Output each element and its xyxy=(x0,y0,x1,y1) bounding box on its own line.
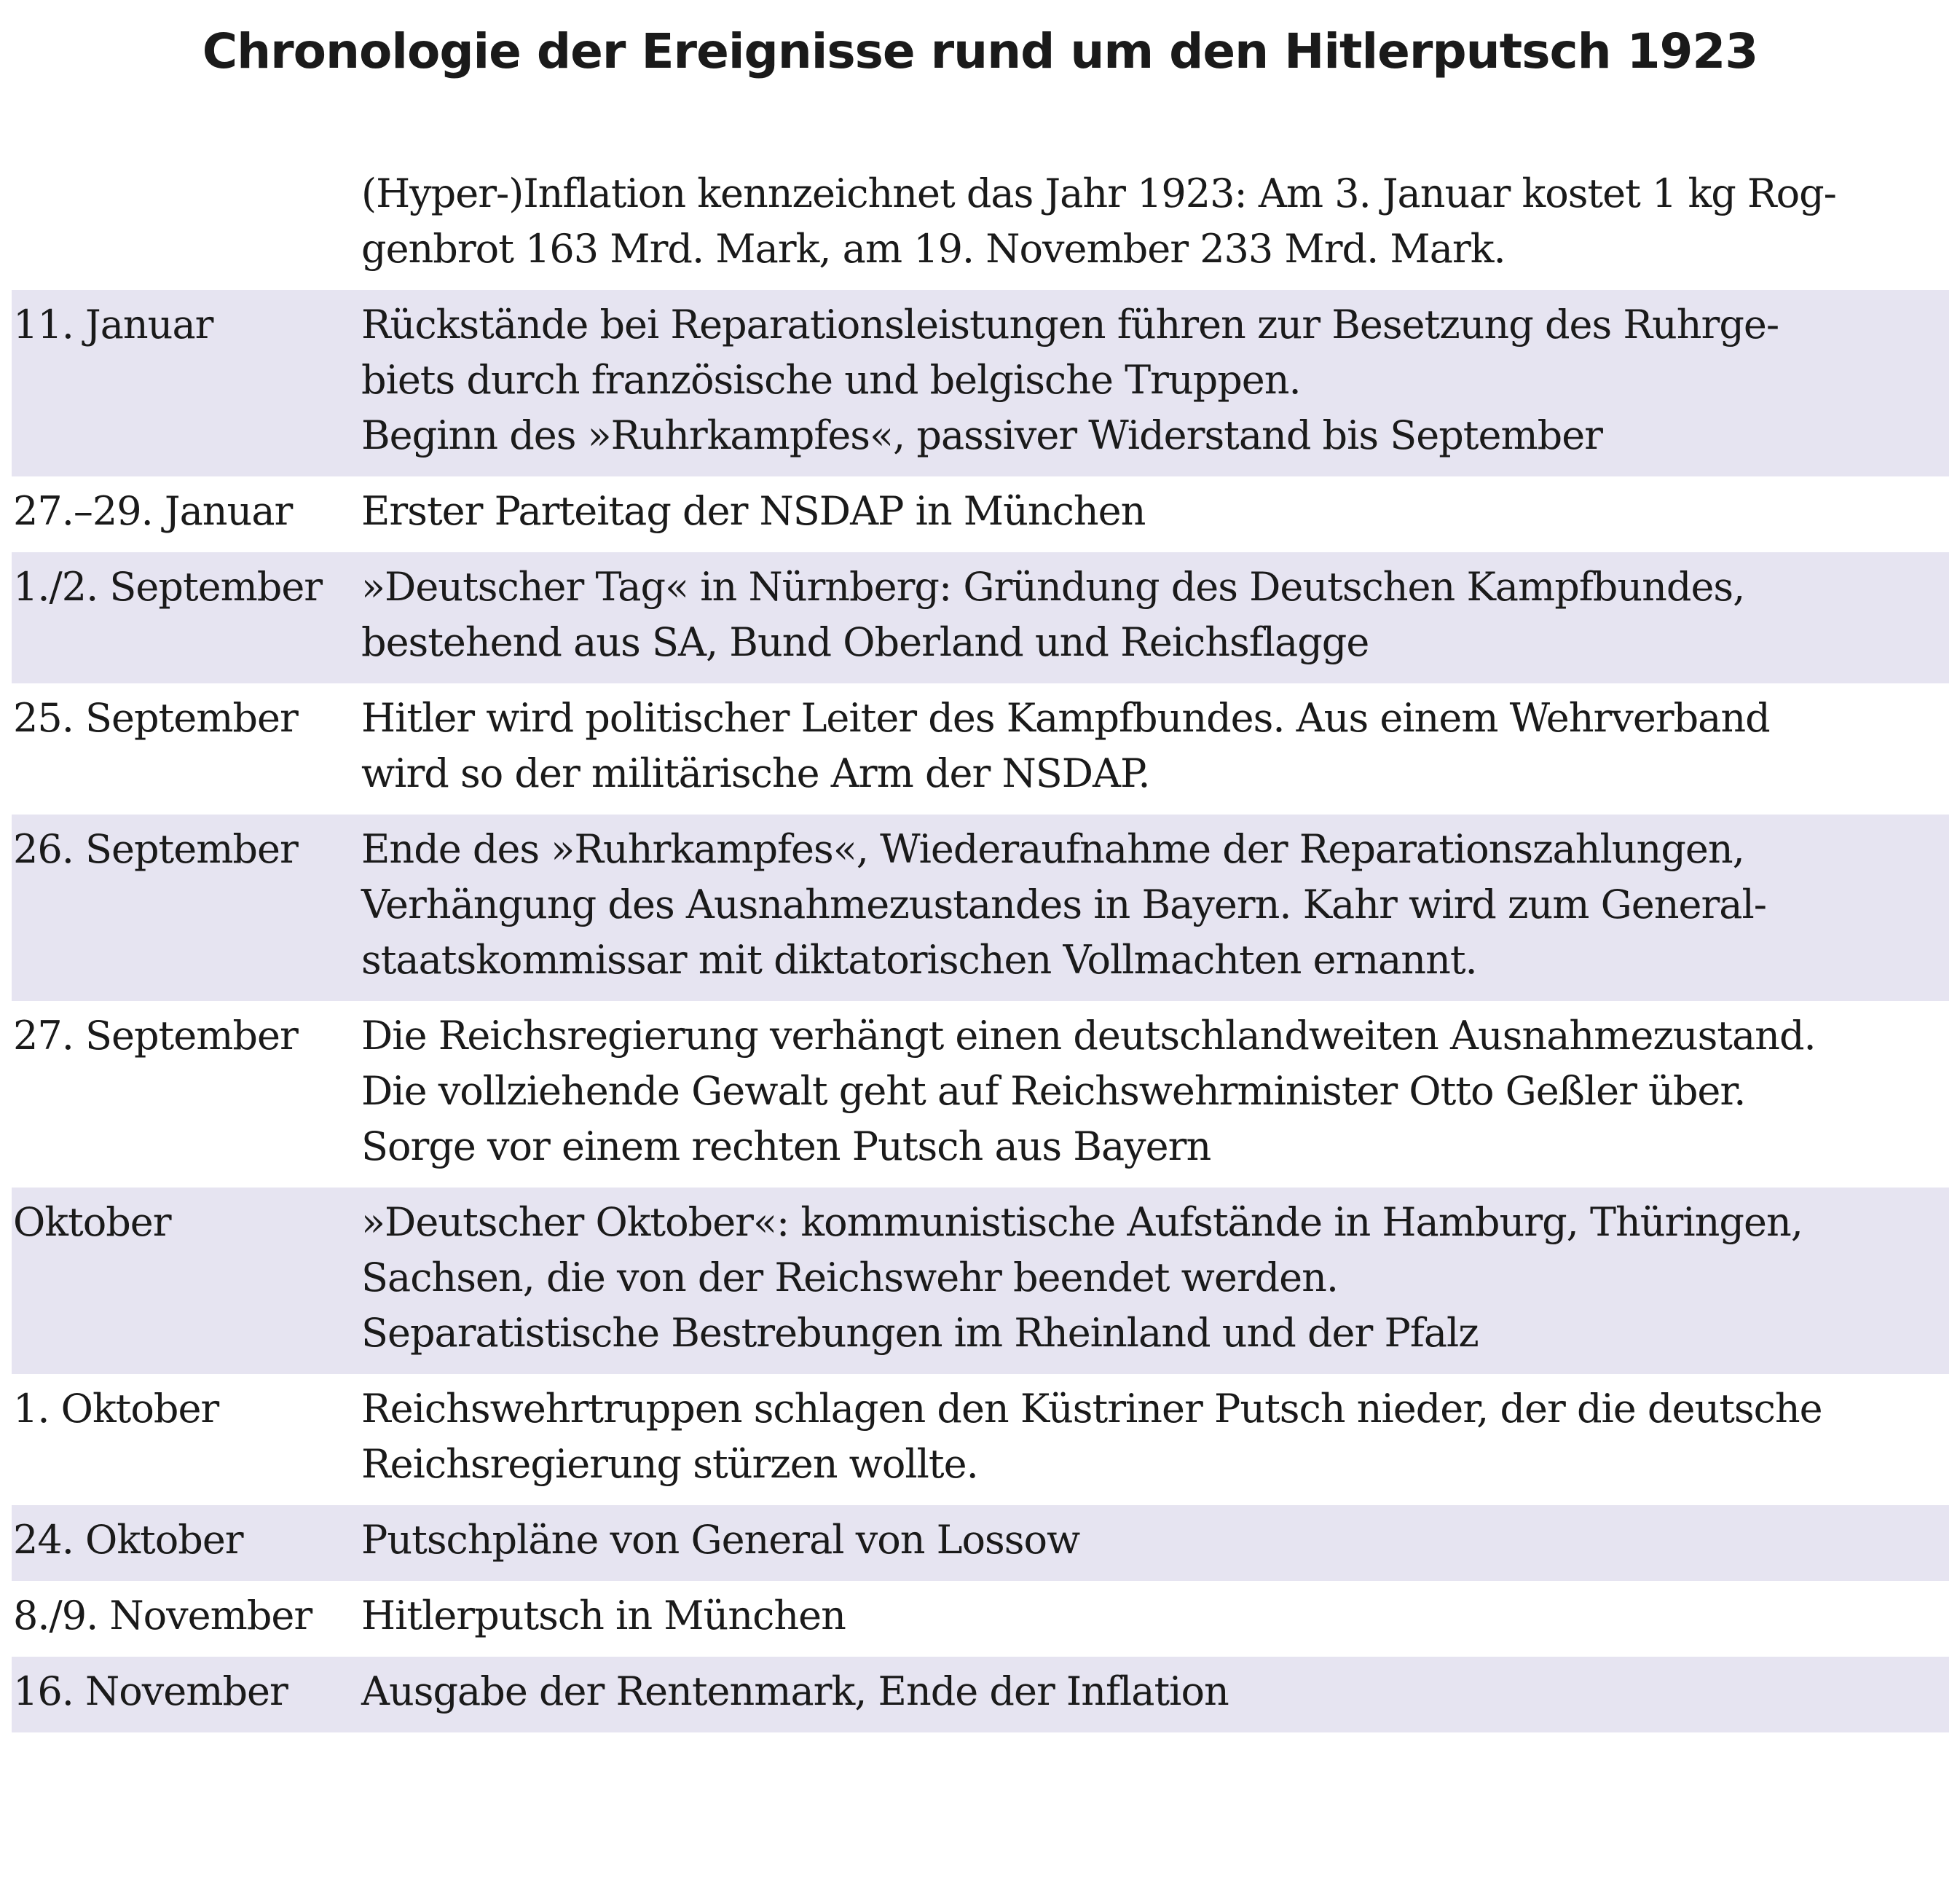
table-row xyxy=(12,552,1949,683)
event-text-line: (Hyper-)Inflation kennzeichnet das Jahr 1923: Am 3. Januar kostet 1 kg Rog- xyxy=(361,170,1836,216)
event-description xyxy=(361,691,1949,801)
event-text-line: »Deutscher Tag« in Nürnberg: Gründung des Deutschen Kampfbundes, xyxy=(361,564,1745,610)
event-text-line: Ende des »Ruhrkampfes«, Wiederaufnahme der Reparationszahlungen, xyxy=(361,826,1744,872)
event-text-line: Rückstände bei Reparationsleistungen führen zur Besetzung des Ruhrge- xyxy=(361,302,1779,348)
event-text-line: Beginn des »Ruhrkampfes«, passiver Widerstand bis September xyxy=(361,412,1602,458)
event-text-line: wird so der militärische Arm der NSDAP. xyxy=(361,750,1150,796)
event-text-line: Reichswehrtruppen schlagen den Küstriner Putsch nieder, der die deutsche xyxy=(361,1386,1822,1432)
event-description xyxy=(361,1195,1949,1361)
event-description xyxy=(361,1008,1949,1174)
event-description xyxy=(361,166,1949,277)
event-date: 1./2. September xyxy=(13,564,323,610)
event-date: 16. November xyxy=(13,1668,288,1714)
event-date: Oktober xyxy=(13,1199,171,1245)
event-description xyxy=(361,1588,1949,1644)
event-date: 11. Januar xyxy=(13,302,213,348)
event-text-line: Putschpläne von General von Lossow xyxy=(361,1517,1080,1563)
event-text-line: »Deutscher Oktober«: kommunistische Aufstände in Hamburg, Thüringen, xyxy=(361,1199,1803,1245)
event-description xyxy=(361,484,1949,539)
event-description xyxy=(361,1512,1949,1568)
event-description xyxy=(361,1381,1949,1492)
event-text-line: Die Reichsregierung verhängt einen deutschlandweiten Ausnahmezustand. xyxy=(361,1013,1816,1059)
event-date: 1. Oktober xyxy=(13,1386,219,1432)
event-text-line: Erster Parteitag der NSDAP in München xyxy=(361,488,1146,534)
event-text-line: Die vollziehende Gewalt geht auf Reichswehrminister Otto Geßler über. xyxy=(361,1068,1746,1114)
event-text-line: Sachsen, die von der Reichswehr beendet werden. xyxy=(361,1255,1339,1300)
event-text-line: Ausgabe der Rentenmark, Ende der Inflation xyxy=(361,1668,1229,1714)
table-row xyxy=(12,159,1949,290)
table-row xyxy=(12,476,1949,552)
event-text-line: Separatistische Bestrebungen im Rheinland und der Pfalz xyxy=(361,1310,1479,1356)
event-text-line: Reichsregierung stürzen wollte. xyxy=(361,1441,978,1487)
event-description xyxy=(361,297,1949,463)
event-text-line: bestehend aus SA, Bund Oberland und Reichsflagge xyxy=(361,619,1369,665)
event-description xyxy=(361,560,1949,670)
table-row xyxy=(12,1505,1949,1581)
event-text-line: biets durch französische und belgische Truppen. xyxy=(361,357,1301,403)
page-title: Chronologie der Ereignisse rund um den Hitlerputsch 1923 xyxy=(202,23,1758,79)
event-date: 25. September xyxy=(13,695,298,741)
table-row xyxy=(12,290,1949,476)
table-row xyxy=(12,1657,1949,1732)
event-description xyxy=(361,822,1949,988)
event-date: 27. September xyxy=(13,1013,298,1059)
table-row xyxy=(12,815,1949,1001)
event-date: 26. September xyxy=(13,826,298,872)
event-text-line: Sorge vor einem rechten Putsch aus Bayern xyxy=(361,1123,1211,1169)
event-text-line: genbrot 163 Mrd. Mark, am 19. November 233 Mrd. Mark. xyxy=(361,226,1506,272)
event-date: 24. Oktober xyxy=(13,1517,243,1563)
chronology-table xyxy=(12,159,1949,1732)
event-text-line: Hitler wird politischer Leiter des Kampfbundes. Aus einem Wehrverband xyxy=(361,695,1770,741)
table-row xyxy=(12,1581,1949,1657)
event-date: 27.–29. Januar xyxy=(13,488,293,534)
table-row xyxy=(12,1188,1949,1374)
event-text-line: Verhängung des Ausnahmezustandes in Bayern. Kahr wird zum General- xyxy=(361,882,1766,927)
table-row xyxy=(12,1374,1949,1505)
event-text-line: staatskommissar mit diktatorischen Vollmachten ernannt. xyxy=(361,937,1477,983)
table-row xyxy=(12,683,1949,815)
event-text-line: Hitlerputsch in München xyxy=(361,1593,846,1638)
event-date: 8./9. November xyxy=(13,1593,312,1638)
table-row xyxy=(12,1001,1949,1188)
event-description xyxy=(361,1664,1949,1719)
